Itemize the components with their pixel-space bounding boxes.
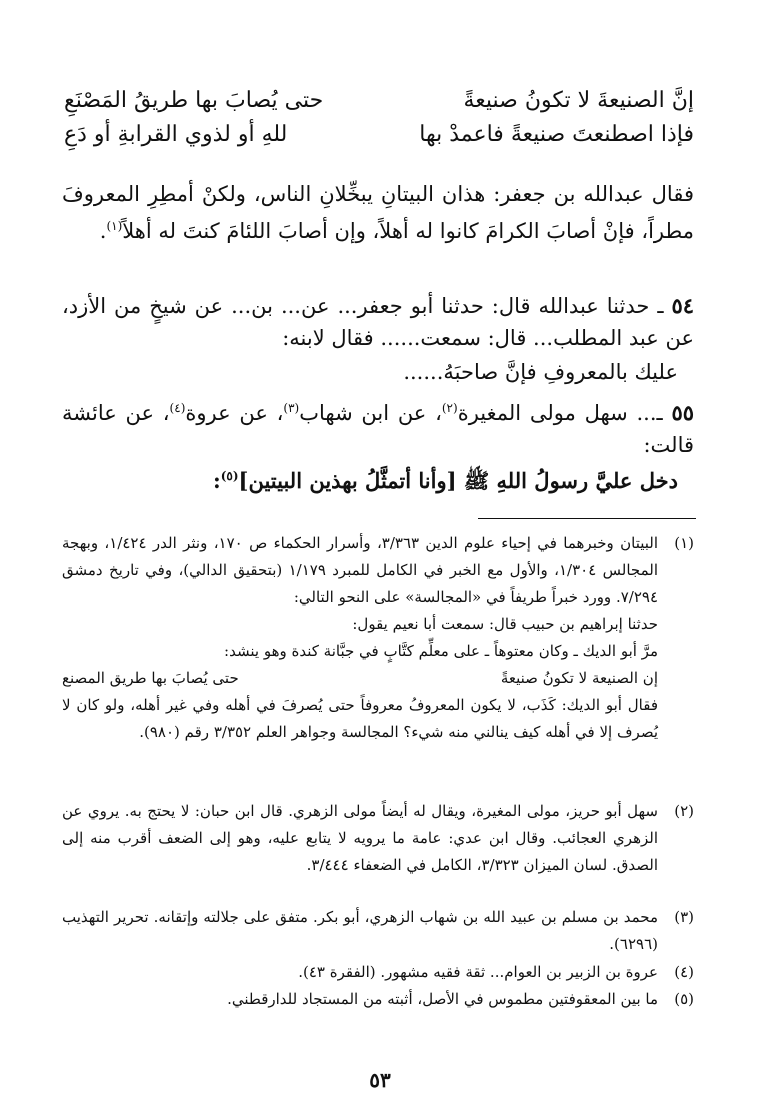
footnote-1-line-b: مرَّ أبو الديك ـ وكان معتوهاً ـ على معلِّم كتَّابٍ في جبَّانة كندة وهو ينشد: [224, 642, 658, 660]
footnote-2 [62, 798, 694, 879]
footnote-ref-1: (١) [106, 219, 123, 233]
footnote-1-verse [62, 665, 658, 692]
poem-line-2-second-hemistich: للهِ أو لذوي القرابةِ أو دَعِ [64, 122, 288, 147]
poem-line-1-first-hemistich: إنَّ الصنيعةَ لا تكونُ صنيعةً [463, 88, 694, 113]
footnote-ref-4: (٤) [169, 401, 186, 415]
footnote-2-number: (٢) [674, 802, 694, 820]
footnote-5-number: (٥) [674, 990, 694, 1008]
footnote-ref-2: (٢) [441, 401, 458, 415]
footnote-3-number: (٣) [674, 908, 694, 926]
poem-line-2-first-hemistich: فإذا اصطنعتَ صنيعةً فاعمدْ بها [419, 122, 694, 147]
poem-line-2 [64, 122, 694, 156]
item-54-text: ـ حدثنا عبدالله قال: حدثنا أبو جعفر... عن... بن... عن شيخٍ من الأزد، عن عبد المطلب... قال: سمعت...... فقال لابنه: [62, 294, 694, 350]
item-54 [62, 290, 694, 354]
footnote-5 [62, 986, 694, 1013]
footnote-1 [62, 530, 694, 746]
footnote-ref-3: (٣) [283, 401, 300, 415]
footnote-2-text: سهل أبو حريز، مولى المغيرة، ويقال له أيضاً مولى الزهري. قال ابن حبان: لا يحتج به. يروي عن الزهري العجائب. وقال ابن عدي: عامة ما يرويه لا يتابع عليه، وهو إلى الضعف أقرب منه إلى الصدق. لسان الميزان ٣/٣٢٣، الكامل في الضعفاء ٣/٤٤٤. [62, 802, 658, 874]
footnote-3 [62, 904, 694, 958]
item-55-quote-text: دخل عليَّ رسولُ اللهِ ﷺ [وأنا أتمثَّلُ بهذين البيتين] [238, 468, 678, 493]
item-54-quote [62, 356, 678, 388]
footnote-4-number: (٤) [674, 963, 694, 981]
item-55-quote-end: : [212, 468, 221, 493]
item-55-text-3: ، عن عروة [185, 401, 284, 425]
footnote-4 [62, 959, 694, 986]
footnote-1-verse-first: إن الصنيعة لا تكونُ صنيعةً [500, 669, 658, 687]
paragraph-abdullah-text: فقال عبدالله بن جعفر: هذان البيتانِ يبخِّلانِ الناس، ولكنْ أمطِرِ المعروفَ مطراً، فإنْ أصابَ الكرامَ كانوا له أهلاً، وإن أصابَ اللئامَ كنتَ له أهلاً [62, 182, 694, 243]
footnote-1-line-a: حدثنا إبراهيم بن حبيب قال: سمعت أبا نعيم يقول: [352, 615, 658, 633]
poem-line-1 [64, 88, 694, 122]
item-55-text-2: ، عن ابن شهاب [299, 401, 442, 425]
footnote-1-text: البيتان وخبرهما في إحياء علوم الدين ٣/٣٦٣، وأسرار الحكماء ص ١٧٠، ونثر الدر ١/٤٢٤، وبهجة المجالس ١/٣٠٤، والأول مع الخبر في الكامل للمبرد ١/١٧٩ (بتحقيق الدالي)، وفي تاريخ دمشق ٧/٢٩٤. وورد خبراً طريفاً في «المجالسة» على النحو التالي: [62, 534, 659, 606]
item-55 [62, 392, 694, 461]
item-54-quote-text: عليك بالمعروفِ فإنَّ صاحبَهُ...... [403, 360, 678, 384]
footnote-4-text: عروة بن الزبير بن العوام... ثقة فقيه مشهور. (الفقرة ٤٣). [298, 963, 658, 981]
item-55-text-1: ـ... سهل مولى المغيرة [457, 401, 663, 425]
paragraph-abdullah [62, 178, 694, 247]
footnote-ref-5: (٥) [220, 469, 239, 483]
footnote-separator [478, 518, 696, 519]
paragraph-abdullah-end: . [99, 219, 107, 243]
footnote-3-text: محمد بن مسلم بن عبيد الله بن شهاب الزهري، أبو بكر. متفق على جلالته وإتقانه. تحرير التهذيب (٦٢٩٦). [62, 908, 658, 953]
footnote-1-verse-second: حتى يُصابَ بها طريق المصنع [62, 669, 239, 687]
item-55-number: ٥٥ [671, 400, 694, 425]
poem-line-1-second-hemistich: حتى يُصابَ بها طريقُ المَصْنَعِ [64, 88, 324, 113]
item-55-quote [62, 460, 678, 497]
footnote-1-line-c: فقال أبو الديك: كَذَب، لا يكون المعروفُ معروفاً حتى يُصرفَ في أهله وفي غير أهله، ولو كان لا يُصرف إلا في أهله كيف ينالني منه شيء؟ المجالسة وجواهر العلم ٣/٣٥٢ رقم (٩٨٠). [62, 696, 658, 741]
footnote-1-number: (١) [674, 534, 694, 552]
item-55-text-4: ، عن عائشة قالت: [62, 401, 694, 457]
item-54-number: ٥٤ [671, 293, 695, 318]
page-number: ٥٣ [369, 1068, 391, 1092]
footnote-5-text: ما بين المعقوفتين مطموس في الأصل، أثبته من المستجاد للدارقطني. [227, 990, 658, 1008]
